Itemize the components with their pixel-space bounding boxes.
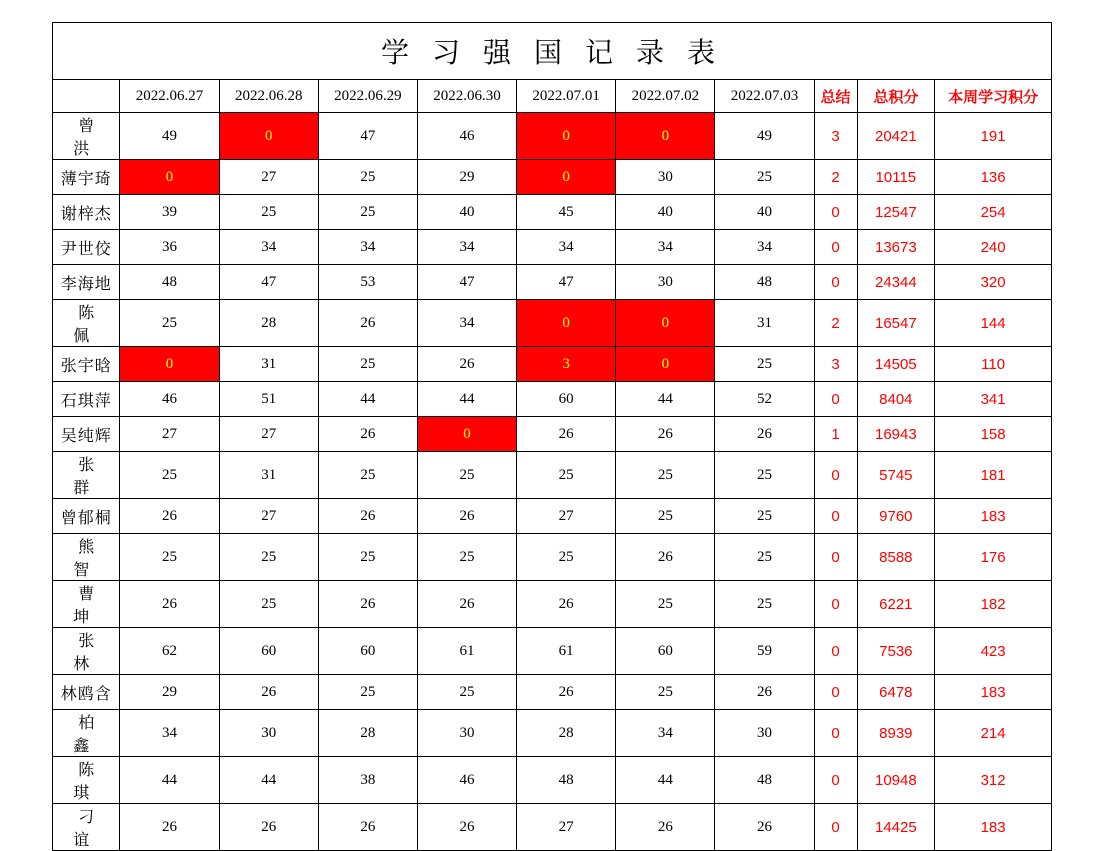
- score-cell: 0: [417, 417, 516, 452]
- score-cell: 26: [318, 804, 417, 851]
- student-name: 曾 洪: [53, 113, 120, 160]
- summary-cell: 0: [814, 499, 857, 534]
- score-cell: 59: [715, 628, 814, 675]
- student-name: 柏 鑫: [53, 710, 120, 757]
- score-cell: 30: [219, 710, 318, 757]
- score-cell: 34: [120, 710, 219, 757]
- table-row: [53, 265, 1052, 300]
- summary-cell: 2: [814, 300, 857, 347]
- score-cell: 26: [318, 417, 417, 452]
- score-cell: 45: [517, 195, 616, 230]
- week-points-cell: 191: [935, 113, 1052, 160]
- score-cell: 34: [417, 300, 516, 347]
- title-row: [53, 23, 1052, 80]
- week-points-cell: 181: [935, 452, 1052, 499]
- score-cell: 0: [616, 113, 715, 160]
- header-date-5: 2022.07.01: [517, 80, 616, 113]
- score-cell: 25: [715, 347, 814, 382]
- student-name: 吴纯辉: [53, 417, 120, 452]
- header-week: 本周学习积分: [935, 80, 1052, 113]
- score-cell: 34: [715, 230, 814, 265]
- score-cell: 40: [417, 195, 516, 230]
- summary-cell: 3: [814, 113, 857, 160]
- score-cell: 26: [120, 499, 219, 534]
- student-name: 薄宇琦: [53, 160, 120, 195]
- score-cell: 26: [417, 499, 516, 534]
- score-cell: 47: [318, 113, 417, 160]
- study-record-table: [52, 22, 1052, 851]
- table-row: [53, 675, 1052, 710]
- score-cell: 26: [318, 499, 417, 534]
- table-row: [53, 710, 1052, 757]
- total-points-cell: 6478: [857, 675, 935, 710]
- header-name: [53, 80, 120, 113]
- summary-cell: 0: [814, 534, 857, 581]
- score-cell: 3: [517, 347, 616, 382]
- student-name: 曾郁桐: [53, 499, 120, 534]
- score-cell: 26: [219, 675, 318, 710]
- score-cell: 25: [517, 452, 616, 499]
- score-cell: 39: [120, 195, 219, 230]
- score-cell: 61: [517, 628, 616, 675]
- week-points-cell: 144: [935, 300, 1052, 347]
- score-cell: 25: [219, 534, 318, 581]
- score-cell: 34: [318, 230, 417, 265]
- score-cell: 44: [616, 757, 715, 804]
- score-cell: 31: [715, 300, 814, 347]
- score-cell: 26: [715, 804, 814, 851]
- score-cell: 25: [715, 581, 814, 628]
- table-row: [53, 581, 1052, 628]
- summary-cell: 0: [814, 581, 857, 628]
- score-cell: 0: [616, 347, 715, 382]
- score-cell: 25: [417, 675, 516, 710]
- total-points-cell: 8588: [857, 534, 935, 581]
- summary-cell: 0: [814, 628, 857, 675]
- score-cell: 26: [417, 347, 516, 382]
- score-cell: 26: [715, 675, 814, 710]
- score-cell: 36: [120, 230, 219, 265]
- student-name: 陈 琪: [53, 757, 120, 804]
- summary-cell: 2: [814, 160, 857, 195]
- total-points-cell: 12547: [857, 195, 935, 230]
- week-points-cell: 110: [935, 347, 1052, 382]
- score-cell: 26: [517, 675, 616, 710]
- score-cell: 25: [318, 160, 417, 195]
- score-cell: 25: [120, 300, 219, 347]
- week-points-cell: 214: [935, 710, 1052, 757]
- score-cell: 25: [120, 452, 219, 499]
- total-points-cell: 5745: [857, 452, 935, 499]
- week-points-cell: 312: [935, 757, 1052, 804]
- score-cell: 26: [417, 581, 516, 628]
- score-cell: 60: [517, 382, 616, 417]
- score-cell: 44: [120, 757, 219, 804]
- week-points-cell: 320: [935, 265, 1052, 300]
- score-cell: 25: [517, 534, 616, 581]
- total-points-cell: 6221: [857, 581, 935, 628]
- summary-cell: 0: [814, 757, 857, 804]
- total-points-cell: 10115: [857, 160, 935, 195]
- score-cell: 27: [219, 160, 318, 195]
- week-points-cell: 183: [935, 804, 1052, 851]
- score-cell: 34: [616, 710, 715, 757]
- score-cell: 60: [318, 628, 417, 675]
- summary-cell: 0: [814, 804, 857, 851]
- score-cell: 25: [616, 581, 715, 628]
- student-name: 曹 坤: [53, 581, 120, 628]
- table-row: [53, 195, 1052, 230]
- total-points-cell: 14425: [857, 804, 935, 851]
- student-name: 谢梓杰: [53, 195, 120, 230]
- score-cell: 0: [120, 160, 219, 195]
- score-cell: 0: [219, 113, 318, 160]
- student-name: 尹世佼: [53, 230, 120, 265]
- score-cell: 25: [219, 195, 318, 230]
- total-points-cell: 10948: [857, 757, 935, 804]
- student-name: 石琪萍: [53, 382, 120, 417]
- student-name: 刁 谊: [53, 804, 120, 851]
- total-points-cell: 14505: [857, 347, 935, 382]
- table-row: [53, 804, 1052, 851]
- score-cell: 60: [616, 628, 715, 675]
- score-cell: 25: [616, 675, 715, 710]
- header-date-1: 2022.06.27: [120, 80, 219, 113]
- page-title: 学 习 强 国 记 录 表: [53, 23, 1052, 80]
- score-cell: 26: [417, 804, 516, 851]
- summary-cell: 0: [814, 710, 857, 757]
- score-cell: 25: [318, 534, 417, 581]
- score-cell: 25: [318, 347, 417, 382]
- score-cell: 25: [417, 534, 516, 581]
- total-points-cell: 7536: [857, 628, 935, 675]
- table-row: [53, 230, 1052, 265]
- summary-cell: 3: [814, 347, 857, 382]
- score-cell: 44: [318, 382, 417, 417]
- student-name: 李海地: [53, 265, 120, 300]
- week-points-cell: 158: [935, 417, 1052, 452]
- score-cell: 0: [517, 113, 616, 160]
- table-row: [53, 452, 1052, 499]
- score-cell: 30: [616, 265, 715, 300]
- score-cell: 44: [219, 757, 318, 804]
- week-points-cell: 254: [935, 195, 1052, 230]
- score-cell: 25: [219, 581, 318, 628]
- student-name: 熊 智: [53, 534, 120, 581]
- score-cell: 49: [120, 113, 219, 160]
- table-row: [53, 417, 1052, 452]
- score-cell: 27: [517, 499, 616, 534]
- score-cell: 40: [715, 195, 814, 230]
- student-name: 张宇晗: [53, 347, 120, 382]
- student-name: 林鸥含: [53, 675, 120, 710]
- score-cell: 26: [517, 417, 616, 452]
- score-cell: 25: [616, 452, 715, 499]
- score-cell: 29: [120, 675, 219, 710]
- score-cell: 28: [318, 710, 417, 757]
- score-cell: 28: [517, 710, 616, 757]
- score-cell: 25: [318, 452, 417, 499]
- score-cell: 34: [616, 230, 715, 265]
- table-row: [53, 499, 1052, 534]
- total-points-cell: 13673: [857, 230, 935, 265]
- score-cell: 26: [715, 417, 814, 452]
- table-row: [53, 757, 1052, 804]
- table-row: [53, 628, 1052, 675]
- score-cell: 28: [219, 300, 318, 347]
- score-cell: 44: [417, 382, 516, 417]
- summary-cell: 0: [814, 382, 857, 417]
- summary-cell: 0: [814, 675, 857, 710]
- score-cell: 34: [417, 230, 516, 265]
- score-cell: 26: [616, 534, 715, 581]
- score-cell: 46: [417, 757, 516, 804]
- score-cell: 48: [517, 757, 616, 804]
- score-cell: 27: [219, 417, 318, 452]
- header-date-3: 2022.06.29: [318, 80, 417, 113]
- total-points-cell: 16547: [857, 300, 935, 347]
- total-points-cell: 9760: [857, 499, 935, 534]
- total-points-cell: 8404: [857, 382, 935, 417]
- week-points-cell: 240: [935, 230, 1052, 265]
- score-cell: 26: [120, 581, 219, 628]
- score-cell: 27: [120, 417, 219, 452]
- score-cell: 25: [715, 499, 814, 534]
- score-cell: 38: [318, 757, 417, 804]
- week-points-cell: 341: [935, 382, 1052, 417]
- header-total: 总积分: [857, 80, 935, 113]
- score-cell: 47: [517, 265, 616, 300]
- table-row: [53, 160, 1052, 195]
- student-name: 张 林: [53, 628, 120, 675]
- student-name: 张 群: [53, 452, 120, 499]
- score-cell: 49: [715, 113, 814, 160]
- score-cell: 25: [417, 452, 516, 499]
- table-row: [53, 382, 1052, 417]
- table-row: [53, 534, 1052, 581]
- score-cell: 26: [517, 581, 616, 628]
- score-cell: 30: [616, 160, 715, 195]
- score-cell: 25: [318, 675, 417, 710]
- score-cell: 25: [715, 160, 814, 195]
- score-cell: 40: [616, 195, 715, 230]
- score-cell: 44: [616, 382, 715, 417]
- score-cell: 31: [219, 452, 318, 499]
- score-cell: 60: [219, 628, 318, 675]
- total-points-cell: 20421: [857, 113, 935, 160]
- summary-cell: 1: [814, 417, 857, 452]
- table-row: [53, 300, 1052, 347]
- header-date-4: 2022.06.30: [417, 80, 516, 113]
- header-row: [53, 80, 1052, 113]
- header-date-6: 2022.07.02: [616, 80, 715, 113]
- score-cell: 25: [715, 534, 814, 581]
- score-cell: 26: [318, 581, 417, 628]
- table-body: [53, 23, 1052, 851]
- score-cell: 48: [120, 265, 219, 300]
- score-cell: 47: [219, 265, 318, 300]
- score-cell: 0: [120, 347, 219, 382]
- score-cell: 0: [616, 300, 715, 347]
- score-cell: 25: [120, 534, 219, 581]
- student-name: 陈 佩: [53, 300, 120, 347]
- score-cell: 34: [219, 230, 318, 265]
- score-cell: 61: [417, 628, 516, 675]
- score-cell: 25: [715, 452, 814, 499]
- summary-cell: 0: [814, 195, 857, 230]
- table-row: [53, 347, 1052, 382]
- score-cell: 48: [715, 265, 814, 300]
- score-cell: 25: [616, 499, 715, 534]
- score-cell: 47: [417, 265, 516, 300]
- score-cell: 46: [417, 113, 516, 160]
- score-cell: 27: [219, 499, 318, 534]
- score-cell: 0: [517, 300, 616, 347]
- score-cell: 26: [616, 417, 715, 452]
- score-cell: 46: [120, 382, 219, 417]
- score-cell: 53: [318, 265, 417, 300]
- score-cell: 29: [417, 160, 516, 195]
- score-cell: 48: [715, 757, 814, 804]
- total-points-cell: 24344: [857, 265, 935, 300]
- week-points-cell: 176: [935, 534, 1052, 581]
- score-cell: 25: [318, 195, 417, 230]
- week-points-cell: 183: [935, 675, 1052, 710]
- total-points-cell: 16943: [857, 417, 935, 452]
- summary-cell: 0: [814, 265, 857, 300]
- score-cell: 30: [417, 710, 516, 757]
- header-date-2: 2022.06.28: [219, 80, 318, 113]
- week-points-cell: 423: [935, 628, 1052, 675]
- score-cell: 31: [219, 347, 318, 382]
- score-cell: 34: [517, 230, 616, 265]
- header-date-7: 2022.07.03: [715, 80, 814, 113]
- table-row: [53, 113, 1052, 160]
- score-cell: 0: [517, 160, 616, 195]
- score-cell: 26: [318, 300, 417, 347]
- summary-cell: 0: [814, 230, 857, 265]
- score-cell: 30: [715, 710, 814, 757]
- score-cell: 26: [120, 804, 219, 851]
- week-points-cell: 183: [935, 499, 1052, 534]
- score-cell: 62: [120, 628, 219, 675]
- score-cell: 52: [715, 382, 814, 417]
- score-cell: 27: [517, 804, 616, 851]
- score-cell: 26: [219, 804, 318, 851]
- week-points-cell: 182: [935, 581, 1052, 628]
- total-points-cell: 8939: [857, 710, 935, 757]
- score-cell: 26: [616, 804, 715, 851]
- summary-cell: 0: [814, 452, 857, 499]
- record-sheet: [52, 22, 1052, 851]
- header-summary: 总结: [814, 80, 857, 113]
- score-cell: 51: [219, 382, 318, 417]
- week-points-cell: 136: [935, 160, 1052, 195]
